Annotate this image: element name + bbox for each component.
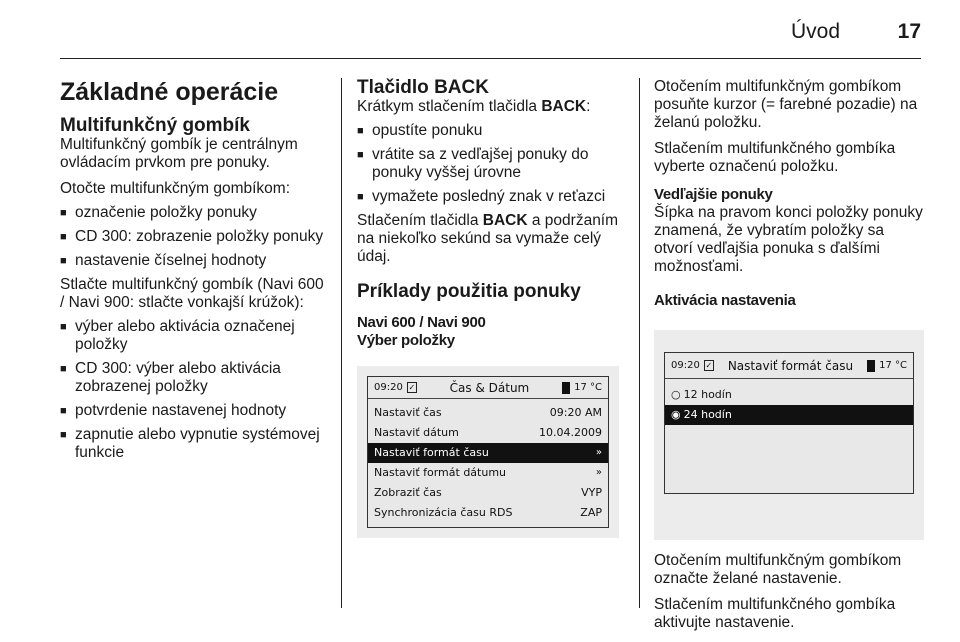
turn-list (60, 204, 328, 270)
menu-row-selected (368, 443, 608, 463)
back-hold-text: Stlačením tlačidla (357, 212, 483, 229)
temperature: 17 °C (879, 359, 907, 371)
activation-heading: Aktivácia nastavenia (654, 292, 796, 309)
option-row (665, 385, 913, 405)
page-header (0, 0, 960, 60)
list-item: ■ označenie položky ponuky (60, 204, 328, 222)
check-icon: ✓ (408, 383, 416, 392)
menu-row-label: Zobraziť čas (374, 486, 442, 499)
intro-paragraph: Multifunkčný gombík je centrálnym ovládacím prvkom pre ponuky. (60, 136, 298, 171)
option-label: 24 hodín (683, 408, 732, 421)
back-intro (357, 98, 629, 116)
list-item: ■ nastavenie číselnej hodnoty (60, 252, 328, 270)
list-item: ■ CD 300: výber alebo aktivácia zobrazenej položky (60, 360, 328, 396)
menu-row-label: Nastaviť dátum (374, 426, 459, 439)
column-3 (654, 78, 924, 640)
activate-setting-paragraph: Stlačením multifunkčného gombíka aktivujte nastavenie. (654, 596, 896, 631)
submenu-heading: Vedľajšie ponuky (654, 186, 773, 203)
menu-row (368, 503, 608, 523)
menu-row-value: 09:20 AM (549, 406, 602, 419)
menu-row-label: Nastaviť formát dátumu (374, 466, 507, 479)
menu-row-label: Nastaviť čas (374, 406, 442, 419)
press-list (60, 318, 328, 462)
back-hold-paragraph (357, 212, 629, 266)
examples-heading: Príklady použitia ponuky (357, 281, 581, 302)
menu-row (368, 483, 608, 503)
clock: 09:20 (671, 359, 700, 371)
press-label: Stlačte multifunkčný gombík (Navi 600 / Navi 900: stlačte vonkajší krúžok): (60, 276, 324, 311)
temperature: 17 °C (574, 381, 602, 393)
column-divider-1 (341, 78, 342, 608)
select-paragraph: Stlačením multifunkčného gombíka vyberte označenú položku. (654, 140, 896, 175)
menu-row (368, 463, 608, 483)
page-number: 17 (897, 20, 921, 43)
back-list (357, 122, 629, 206)
back-intro-text: Krátkym stlačením tlačidla (357, 98, 542, 115)
thermometer-icon (562, 382, 570, 394)
check-icon: ✓ (705, 361, 713, 370)
thermometer-icon (867, 360, 875, 372)
column-1 (60, 78, 328, 468)
menu-row-label: Nastaviť formát času (374, 446, 489, 459)
list-item: ■ vrátite sa z vedľajšej ponuky do ponuky vyššej úrovne (357, 146, 629, 182)
navi-label: Navi 600 / Navi 900 (357, 314, 486, 331)
radio-empty-icon: ○ (671, 388, 681, 401)
radio-selected-icon: ◉ (671, 408, 681, 421)
column-divider-2 (639, 78, 640, 608)
column-2 (357, 78, 629, 538)
screen-option-list (665, 379, 913, 429)
back-button-heading: Tlačidlo BACK (357, 77, 489, 98)
list-item: ■ opustíte ponuku (357, 122, 629, 140)
screen-display (367, 376, 609, 528)
list-item: ■ výber alebo aktivácia označenej položky (60, 318, 328, 354)
menu-row (368, 403, 608, 423)
list-item: ■ zapnutie alebo vypnutie systémovej funkcie (60, 426, 328, 462)
settings-screen-image (654, 330, 924, 540)
select-item-label: Výber položky (357, 332, 455, 349)
multifunction-knob-heading: Multifunkčný gombík (60, 115, 250, 136)
screen-display (664, 352, 914, 494)
screen-menu-list (368, 399, 608, 527)
screen-heading: Čas & Dátum (449, 380, 530, 395)
back-word: BACK (541, 98, 587, 115)
option-label: 12 hodín (683, 388, 732, 401)
screen-title-bar (665, 353, 913, 379)
screen-title-bar (368, 377, 608, 399)
section-title: Úvod (790, 20, 840, 43)
main-heading: Základné operácie (60, 78, 279, 106)
header-divider (60, 58, 921, 59)
choose-setting-paragraph: Otočením multifunkčným gombíkom označte želané nastavenie. (654, 552, 902, 587)
menu-row-value: 10.04.2009 (539, 426, 602, 439)
submenu-arrow-icon: » (595, 467, 602, 478)
submenu-arrow-icon: » (595, 447, 602, 458)
turn-label: Otočte multifunkčným gombíkom: (60, 180, 290, 197)
submenu-paragraph: Šípka na pravom konci položky ponuky znamená, že vybratím položky sa otvorí vedľajšia ponuka s ďalšími možnosťami. (654, 204, 923, 275)
menu-screen-image (357, 366, 619, 538)
back-intro-colon: : (586, 98, 591, 115)
clock: 09:20 (374, 381, 403, 393)
back-word: BACK (482, 212, 528, 229)
menu-row-value: VYP (581, 486, 602, 499)
list-item: ■ vymažete posledný znak v reťazci (357, 188, 629, 206)
list-item: ■ CD 300: zobrazenie položky ponuky (60, 228, 328, 246)
screen-heading: Nastaviť formát času (727, 358, 854, 373)
menu-row-value: ZAP (580, 506, 602, 519)
back-hold-text-end: a podržaním na niekoľko sekúnd sa vymaže celý údaj. (357, 212, 619, 265)
option-row-selected (665, 405, 913, 425)
list-item: ■ potvrdenie nastavenej hodnoty (60, 402, 328, 420)
menu-row (368, 423, 608, 443)
menu-row-label: Synchronizácia času RDS (374, 506, 513, 519)
cursor-paragraph: Otočením multifunkčným gombíkom posuňte kurzor (= farebné pozadie) na želanú položku. (654, 78, 918, 131)
